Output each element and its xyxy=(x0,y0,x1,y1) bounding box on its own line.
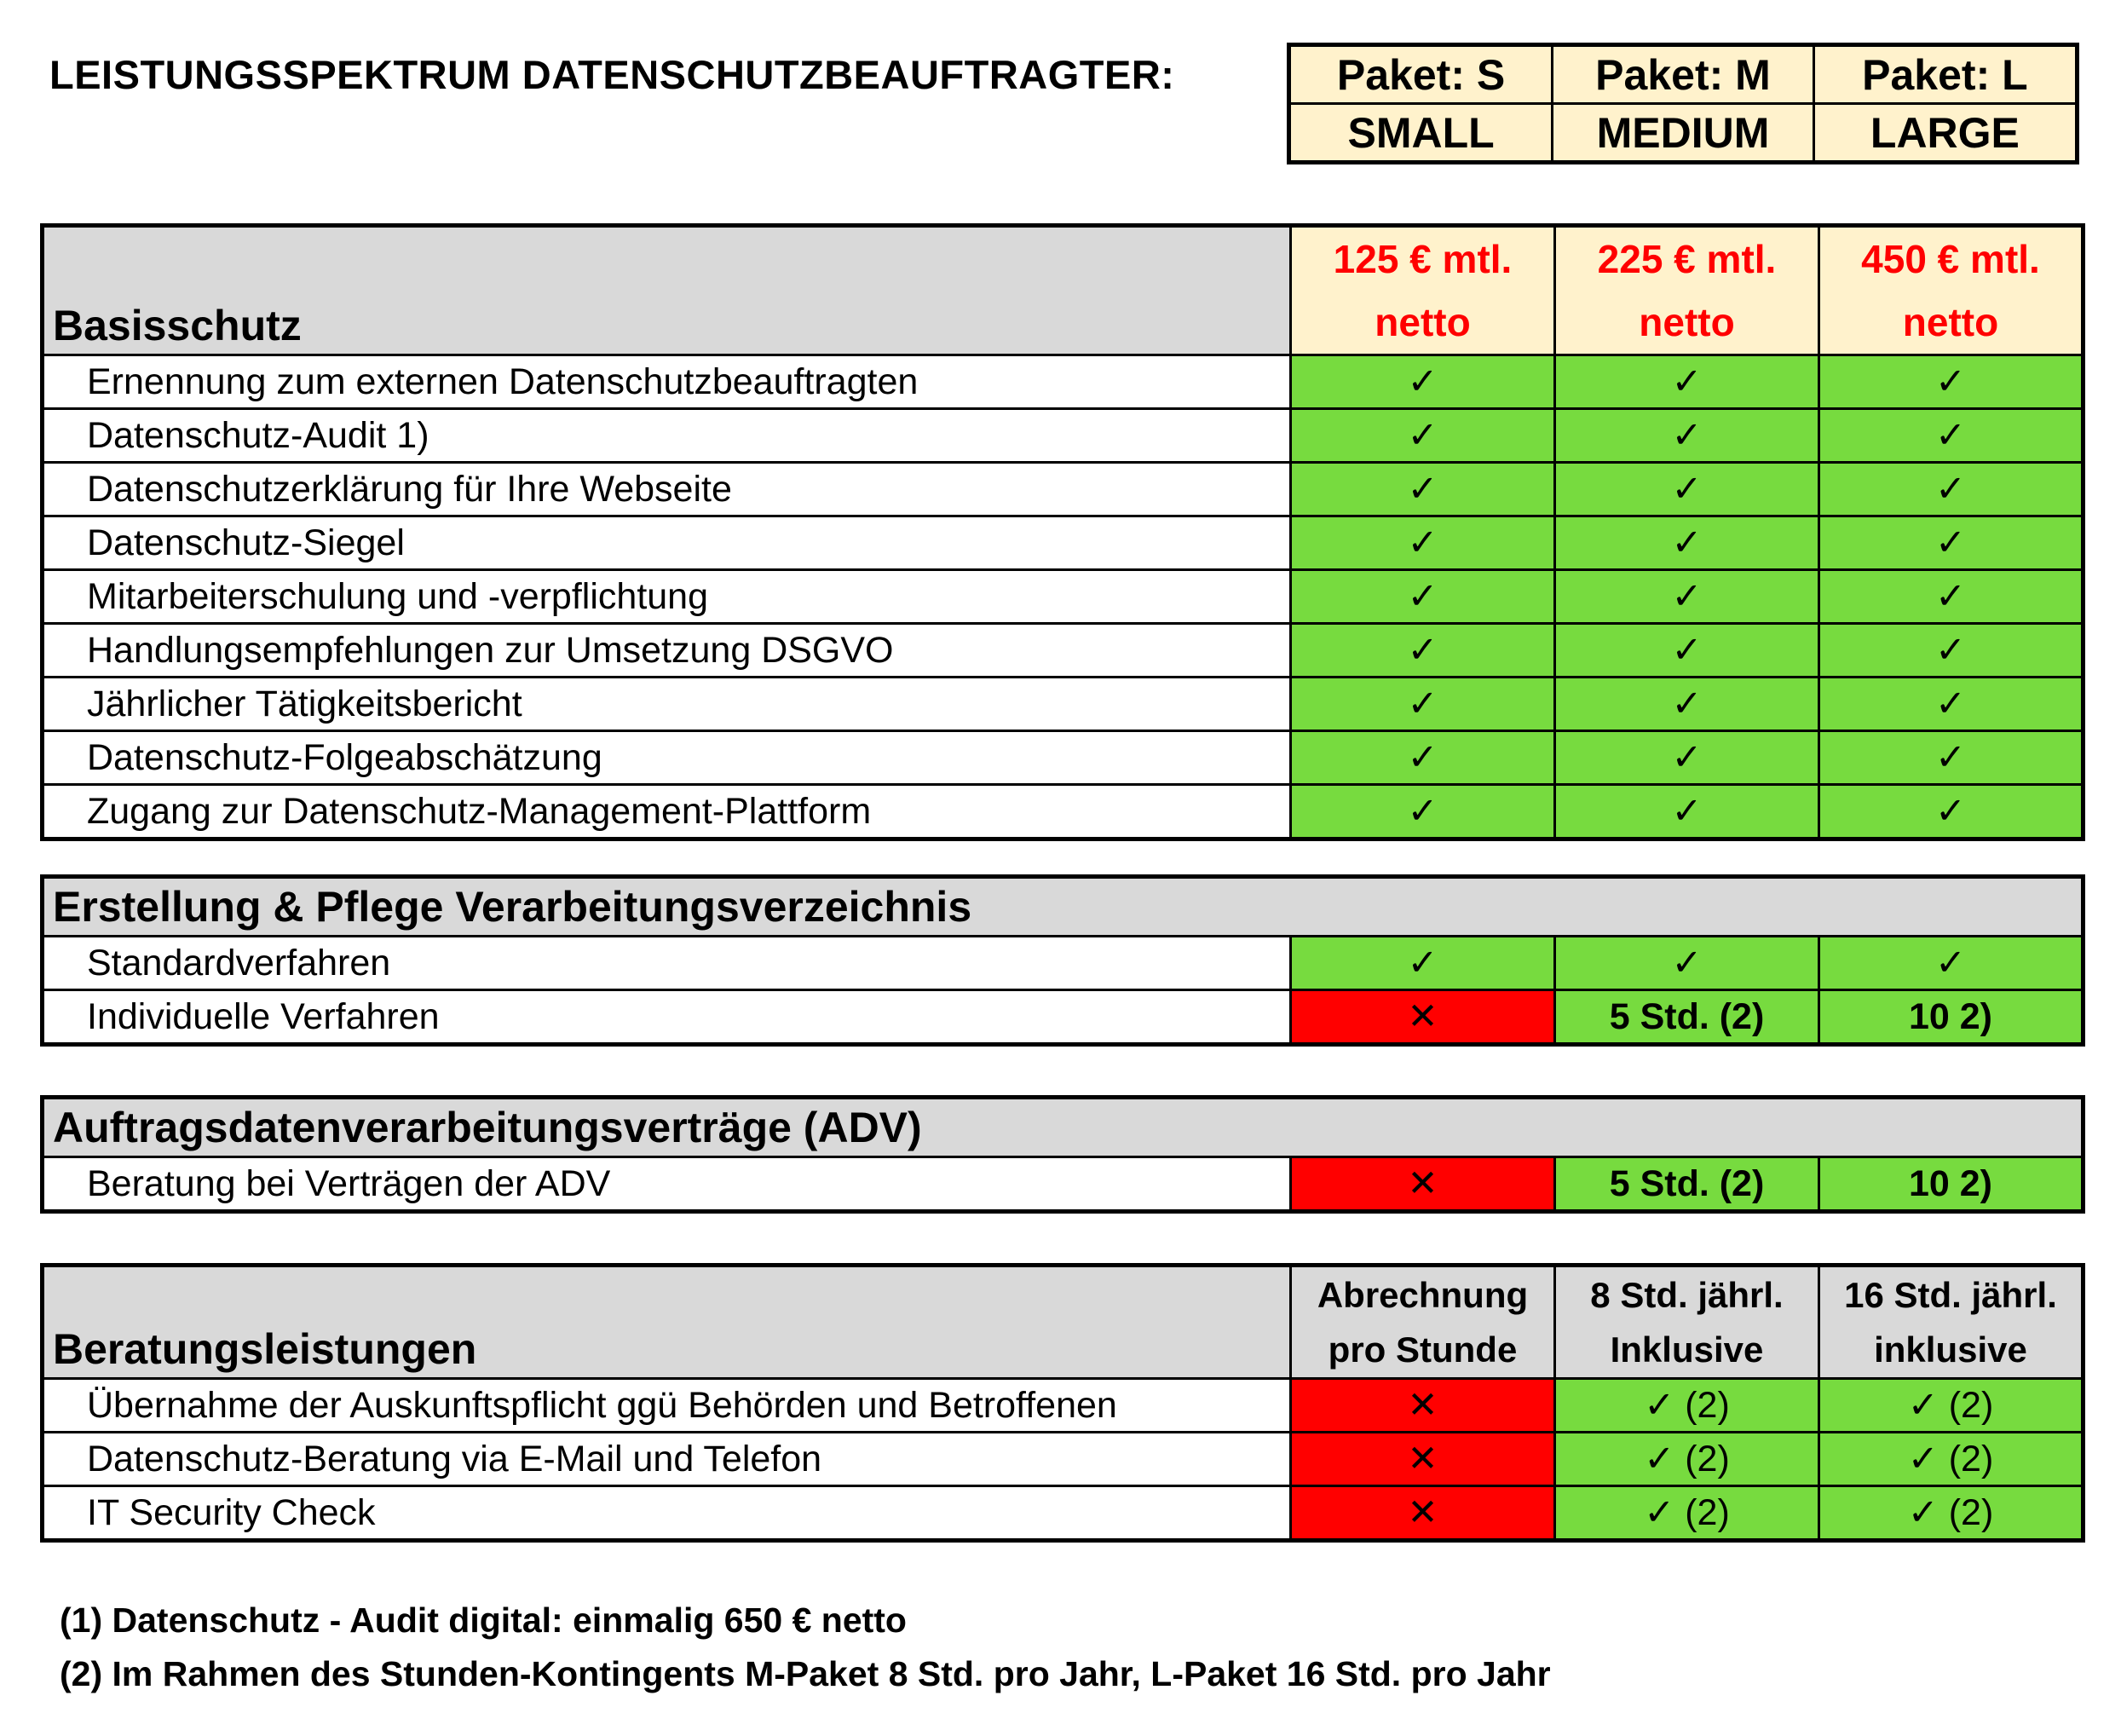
package-l-name: Paket: L xyxy=(1813,47,2075,104)
check-icon: ✓ xyxy=(1819,937,2084,990)
check-icon: ✓ xyxy=(1555,355,1819,409)
verzeichnis-title: Erstellung & Pflege Verarbeitungsverzeichnis xyxy=(43,877,2084,937)
feature-label: Mitarbeiterschulung und -verpflichtung xyxy=(43,570,1291,624)
check-icon: ✓ xyxy=(1555,731,1819,785)
check-icon: ✓ xyxy=(1291,409,1555,463)
verzeichnis-table xyxy=(40,874,2085,1047)
feature-label: Übernahme der Auskunftspflicht ggü Behörden und Betroffenen xyxy=(43,1379,1291,1433)
check-icon: ✓ xyxy=(1819,624,2084,678)
adv-title: Auftragsdatenverarbeitungsverträge (ADV) xyxy=(43,1098,2084,1157)
beratung-title: Beratungsleistungen xyxy=(43,1266,1291,1379)
package-header xyxy=(1287,43,2079,164)
check-icon: ✓ xyxy=(1555,409,1819,463)
check-icon: ✓ xyxy=(1555,516,1819,570)
price-l: 450 € mtl. netto xyxy=(1819,226,2084,355)
check-icon: ✓ xyxy=(1819,463,2084,516)
check-icon: ✓ xyxy=(1291,624,1555,678)
check-icon: ✓ xyxy=(1555,570,1819,624)
check-note-value: ✓ (2) xyxy=(1819,1486,2084,1541)
beratung-col-m: 8 Std. jährl. Inklusive xyxy=(1555,1266,1819,1379)
check-icon: ✓ xyxy=(1819,731,2084,785)
beratung-col-s: Abrechnung pro Stunde xyxy=(1291,1266,1555,1379)
package-l-size: LARGE xyxy=(1813,104,2075,161)
check-icon: ✓ xyxy=(1291,516,1555,570)
check-icon: ✓ xyxy=(1291,570,1555,624)
hours-value: 5 Std. (2) xyxy=(1555,990,1819,1045)
check-icon: ✓ xyxy=(1555,678,1819,731)
check-icon: ✓ xyxy=(1291,937,1555,990)
feature-label: Ernennung zum externen Datenschutzbeauftragten xyxy=(43,355,1291,409)
feature-label: Individuelle Verfahren xyxy=(43,990,1291,1045)
cross-icon: ✕ xyxy=(1291,990,1555,1045)
check-icon: ✓ xyxy=(1819,678,2084,731)
check-icon: ✓ xyxy=(1555,937,1819,990)
beratung-col-l: 16 Std. jährl. inklusive xyxy=(1819,1266,2084,1379)
check-icon: ✓ xyxy=(1819,785,2084,839)
cross-icon: ✕ xyxy=(1291,1433,1555,1486)
check-note-value: ✓ (2) xyxy=(1819,1379,2084,1433)
check-note-value: ✓ (2) xyxy=(1555,1433,1819,1486)
package-s-name: Paket: S xyxy=(1291,47,1553,104)
check-note-value: ✓ (2) xyxy=(1819,1433,2084,1486)
package-s-size: SMALL xyxy=(1291,104,1553,161)
check-icon: ✓ xyxy=(1291,463,1555,516)
footnote-1: (1) Datenschutz - Audit digital: einmalig 650 € netto xyxy=(60,1600,907,1640)
price-s: 125 € mtl. netto xyxy=(1291,226,1555,355)
feature-label: Datenschutz-Folgeabschätzung xyxy=(43,731,1291,785)
check-icon: ✓ xyxy=(1291,731,1555,785)
basisschutz-table xyxy=(40,223,2085,841)
feature-label: Datenschutz-Audit 1) xyxy=(43,409,1291,463)
cross-icon: ✕ xyxy=(1291,1157,1555,1212)
feature-label: Beratung bei Verträgen der ADV xyxy=(43,1157,1291,1212)
check-icon: ✓ xyxy=(1555,463,1819,516)
check-icon: ✓ xyxy=(1555,624,1819,678)
adv-table xyxy=(40,1095,2085,1214)
feature-label: IT Security Check xyxy=(43,1486,1291,1541)
check-note-value: ✓ (2) xyxy=(1555,1486,1819,1541)
page-title: LEISTUNGSSPEKTRUM DATENSCHUTZBEAUFTRAGTER: xyxy=(49,52,1175,97)
feature-label: Jährlicher Tätigkeitsbericht xyxy=(43,678,1291,731)
hours-value: 5 Std. (2) xyxy=(1555,1157,1819,1212)
check-icon: ✓ xyxy=(1291,785,1555,839)
cross-icon: ✕ xyxy=(1291,1379,1555,1433)
check-icon: ✓ xyxy=(1291,355,1555,409)
check-note-value: ✓ (2) xyxy=(1555,1379,1819,1433)
check-icon: ✓ xyxy=(1291,678,1555,731)
check-icon: ✓ xyxy=(1819,355,2084,409)
feature-label: Zugang zur Datenschutz-Management-Plattform xyxy=(43,785,1291,839)
check-icon: ✓ xyxy=(1819,516,2084,570)
feature-label: Handlungsempfehlungen zur Umsetzung DSGVO xyxy=(43,624,1291,678)
check-icon: ✓ xyxy=(1555,785,1819,839)
hours-value: 10 2) xyxy=(1819,990,2084,1045)
hours-value: 10 2) xyxy=(1819,1157,2084,1212)
beratung-table xyxy=(40,1263,2085,1543)
package-m-size: MEDIUM xyxy=(1553,104,1814,161)
feature-label: Datenschutz-Beratung via E-Mail und Telefon xyxy=(43,1433,1291,1486)
package-m-name: Paket: M xyxy=(1553,47,1814,104)
footnote-2: (2) Im Rahmen des Stunden-Kontingents M-Paket 8 Std. pro Jahr, L-Paket 16 Std. pro Jahr xyxy=(60,1654,1551,1693)
check-icon: ✓ xyxy=(1819,409,2084,463)
price-m: 225 € mtl. netto xyxy=(1555,226,1819,355)
feature-label: Datenschutz-Siegel xyxy=(43,516,1291,570)
basisschutz-title: Basisschutz xyxy=(43,226,1291,355)
cross-icon: ✕ xyxy=(1291,1486,1555,1541)
check-icon: ✓ xyxy=(1819,570,2084,624)
feature-label: Datenschutzerklärung für Ihre Webseite xyxy=(43,463,1291,516)
feature-label: Standardverfahren xyxy=(43,937,1291,990)
